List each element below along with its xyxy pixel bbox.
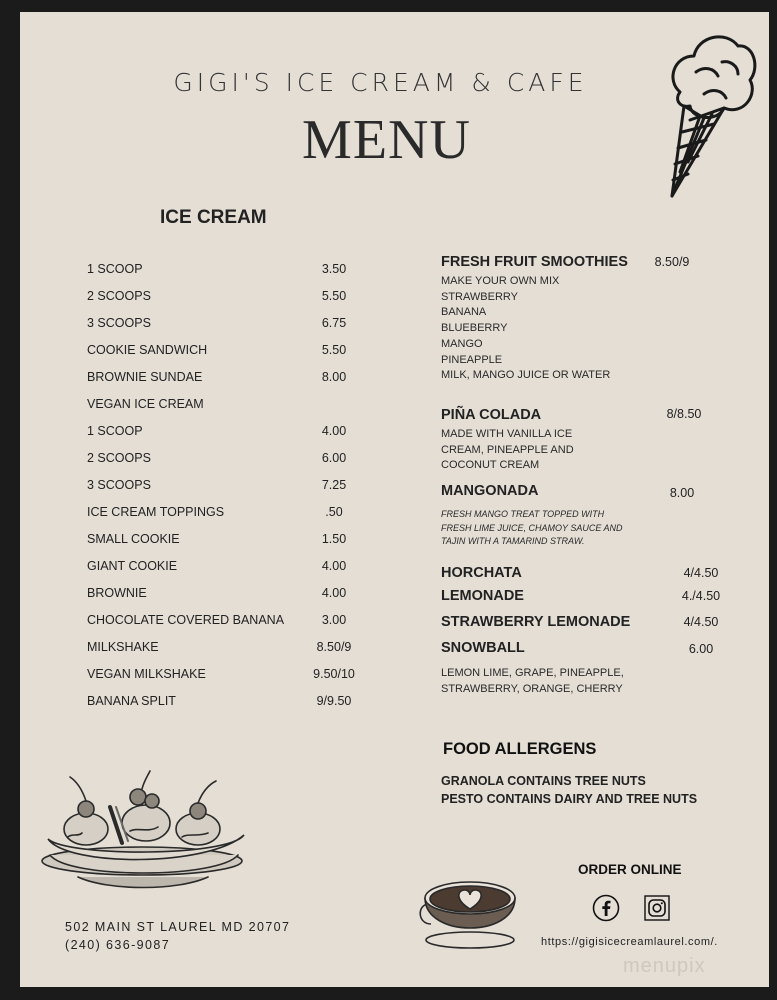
- snowball-price: 6.00: [688, 642, 714, 656]
- item-name: MILKSHAKE: [87, 640, 159, 654]
- item-price: .50: [325, 505, 343, 519]
- item-name: VEGAN MILKSHAKE: [87, 667, 206, 681]
- list-item: [87, 316, 377, 336]
- detail-line: MILK, MANGO JUICE OR WATER: [441, 369, 611, 382]
- pina-colada-name: PIÑA COLADA: [441, 407, 542, 423]
- address: 502 MAIN ST LAUREL MD 20707: [65, 920, 291, 934]
- phone: (240) 636-9087: [65, 938, 171, 952]
- list-item: [87, 262, 377, 282]
- menu-page: [20, 12, 769, 987]
- list-item: [87, 640, 377, 660]
- detail-line: PINEAPPLE: [441, 353, 503, 366]
- list-item: [87, 586, 377, 606]
- item-name: BROWNIE SUNDAE: [87, 370, 203, 384]
- list-item: [87, 370, 377, 390]
- item-price: 4.00: [321, 424, 347, 438]
- list-item: [87, 505, 377, 525]
- allergen-line: PESTO CONTAINS DAIRY AND TREE NUTS: [441, 792, 698, 806]
- pina-colada-details: [441, 427, 574, 474]
- facebook-icon[interactable]: [592, 894, 620, 922]
- list-item: [87, 478, 377, 498]
- list-item: [87, 667, 377, 687]
- order-online-label: ORDER ONLINE: [578, 862, 682, 877]
- item-name: GIANT COOKIE: [87, 559, 178, 573]
- item-price: 7.25: [321, 478, 347, 492]
- detail-line: BLUEBERRY: [441, 322, 508, 335]
- allergens-heading: FOOD ALLERGENS: [443, 740, 597, 758]
- snowball-details: [441, 666, 624, 697]
- item-price: 5.50: [321, 343, 347, 357]
- strawberry-lemonade-price: 4/4.50: [683, 615, 719, 629]
- detail-line: MADE WITH VANILLA ICE: [441, 428, 573, 440]
- list-item: [87, 451, 377, 471]
- mangonada-price: 8.00: [669, 486, 695, 500]
- detail-line: TAJIN WITH A TAMARIND STRAW.: [441, 536, 585, 546]
- item-price: 3.50: [321, 262, 347, 276]
- detail-line: MAKE YOUR OWN MIX: [441, 275, 560, 287]
- item-price: 4.00: [321, 586, 347, 600]
- detail-line: STRAWBERRY: [441, 290, 519, 303]
- item-name: 2 SCOOPS: [87, 289, 151, 303]
- item-price: 5.50: [321, 289, 347, 303]
- smoothies-details: [441, 274, 610, 384]
- item-name: 3 SCOOPS: [87, 478, 151, 492]
- item-name: VEGAN ICE CREAM: [87, 397, 204, 411]
- detail-line: COCONUT CREAM: [441, 459, 540, 472]
- list-item: [87, 613, 377, 633]
- mangonada-details: [441, 508, 623, 549]
- list-item: [87, 343, 377, 363]
- ice-cream-cone-icon: [660, 22, 760, 202]
- list-item: [87, 559, 377, 579]
- smoothies-name: FRESH FRUIT SMOOTHIES: [441, 254, 628, 270]
- detail-line: MANGO: [441, 337, 483, 350]
- lemonade-price: 4./4.50: [681, 589, 721, 603]
- item-price: 9/9.50: [316, 694, 352, 708]
- item-price: 3.00: [321, 613, 347, 627]
- brand-name: GIGI'S ICE CREAM & CAFE: [173, 68, 588, 97]
- item-price: 9.50/10: [313, 667, 355, 681]
- list-item: [87, 532, 377, 552]
- item-name: COOKIE SANDWICH: [87, 343, 208, 357]
- detail-line: STRAWBERRY, ORANGE, CHERRY: [441, 682, 623, 695]
- strawberry-lemonade-name: STRAWBERRY LEMONADE: [441, 614, 631, 630]
- detail-line: BANANA: [441, 306, 487, 319]
- item-name: BROWNIE: [87, 586, 147, 600]
- horchata-price: 4/4.50: [683, 566, 719, 580]
- item-price: 8.50/9: [316, 640, 352, 654]
- lemonade-name: LEMONADE: [441, 588, 524, 604]
- allergen-line: GRANOLA CONTAINS TREE NUTS: [441, 774, 646, 788]
- detail-line: FRESH LIME JUICE, CHAMOY SAUCE AND: [441, 522, 623, 533]
- pina-colada-price: 8/8.50: [666, 407, 702, 421]
- ice-cream-heading: ICE CREAM: [160, 207, 267, 228]
- item-price: 6.75: [321, 316, 347, 330]
- list-item: [87, 289, 377, 309]
- item-name: SMALL COOKIE: [87, 532, 180, 546]
- detail-line: CREAM, PINEAPPLE AND: [441, 443, 574, 456]
- list-item: [87, 694, 377, 714]
- item-price: 8.00: [321, 370, 347, 384]
- latte-art-icon: [415, 878, 525, 954]
- banana-split-icon: [38, 767, 250, 897]
- item-price: 4.00: [321, 559, 347, 573]
- item-name: CHOCOLATE COVERED BANANA: [87, 613, 285, 627]
- horchata-name: HORCHATA: [441, 565, 522, 581]
- item-price: 1.50: [321, 532, 347, 546]
- list-item: [87, 424, 377, 444]
- detail-line: LEMON LIME, GRAPE, PINEAPPLE,: [441, 667, 624, 679]
- smoothies-price: 8.50/9: [654, 255, 690, 269]
- item-name: 3 SCOOPS: [87, 316, 151, 330]
- item-name: 1 SCOOP: [87, 424, 143, 438]
- item-name: 1 SCOOP: [87, 262, 143, 276]
- instagram-icon[interactable]: [643, 894, 671, 922]
- list-item: [87, 397, 377, 417]
- snowball-name: SNOWBALL: [441, 640, 525, 656]
- order-url-link[interactable]: https://gigisicecreamlaurel.com/.: [541, 936, 718, 948]
- watermark: menupix: [623, 955, 706, 977]
- mangonada-name: MANGONADA: [441, 483, 539, 499]
- item-name: 2 SCOOPS: [87, 451, 151, 465]
- item-name: ICE CREAM TOPPINGS: [87, 505, 225, 519]
- page-title: MENU: [302, 109, 471, 171]
- item-price: 6.00: [321, 451, 347, 465]
- address-block: [65, 918, 290, 954]
- detail-line: FRESH MANGO TREAT TOPPED WITH: [441, 509, 605, 519]
- item-name: BANANA SPLIT: [87, 694, 176, 708]
